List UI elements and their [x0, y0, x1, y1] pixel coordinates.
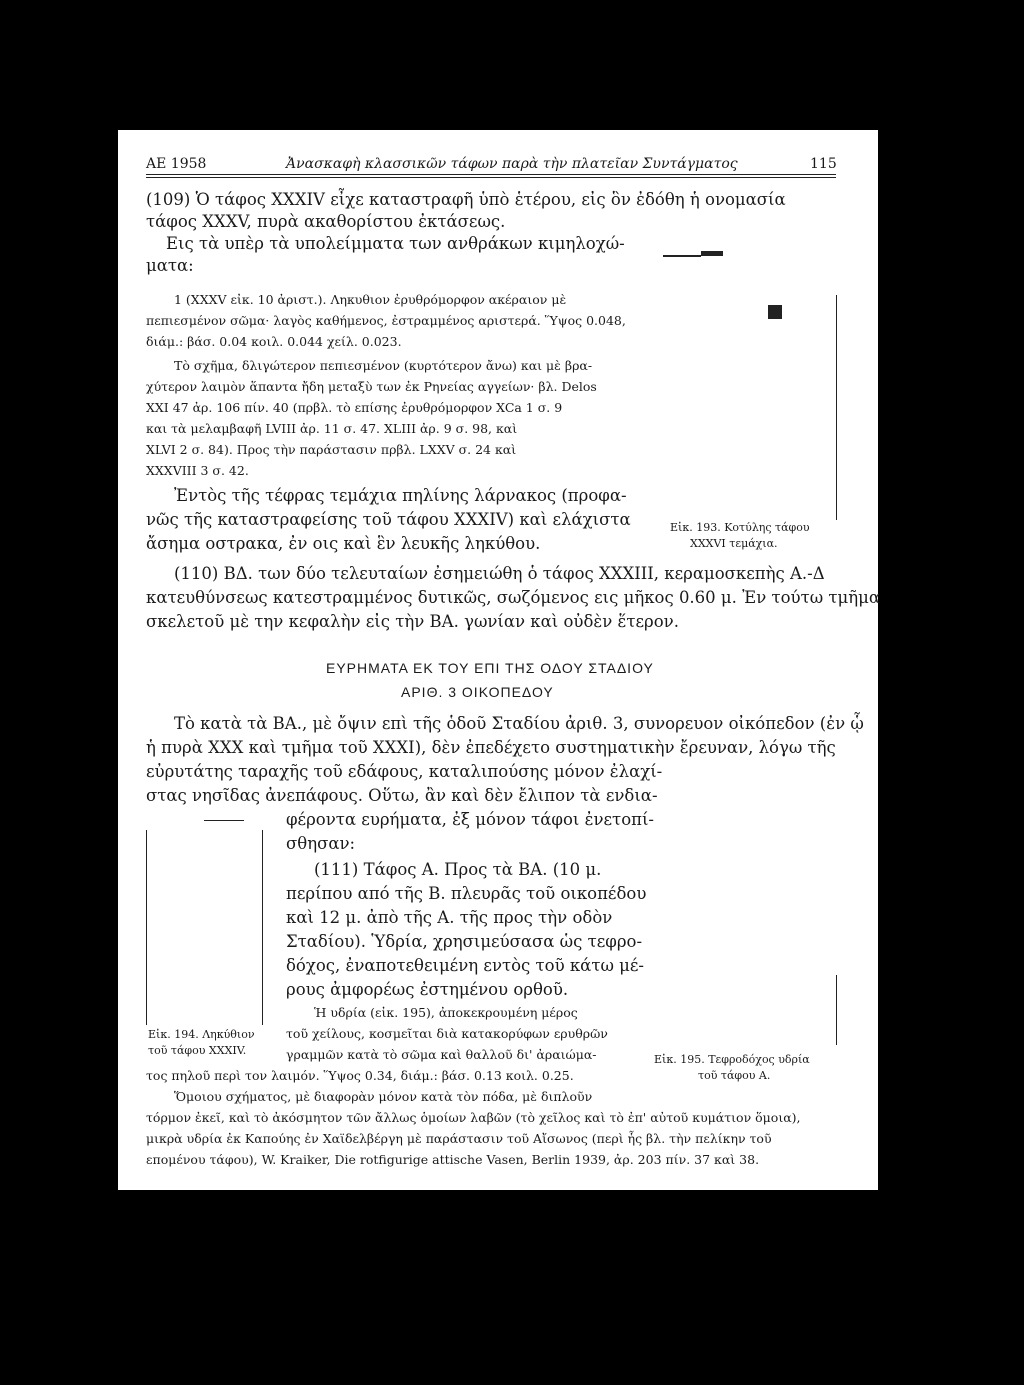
note-line: 1 (XXXV εἰκ. 10 ἀριστ.). Ληκυθιον ἐρυθρόμορφον ακέραιον μὲ [174, 292, 567, 307]
paragraph-line: περίπου από τῆς Β. πλευρᾶς τοῦ οικοπέδου [286, 884, 647, 903]
note-line: τόρμον ἐκεῖ, καὶ τὸ ἀκόσμητον τῶν ἄλλως ὁμοίων λαβῶν (τὸ χεῖλος καὶ τὸ ἐπ' αὐτοῦ κυμάτιον ὅμοια), [146, 1110, 801, 1125]
section-heading-sub: ΑΡΙΘ. 3 ΟΙΚΟΠΕΔΟΥ [401, 684, 554, 700]
header-rule-2 [146, 177, 836, 178]
figure-193-caption: XXXVI τεμάχια. [690, 537, 778, 550]
paragraph-line: (109) Ὁ τάφος XXXIV εἶχε καταστραφῆ ὑπὸ ἑτέρου, εἰς ὃν ἐδόθη ἡ ονομασία [146, 190, 786, 209]
paragraph-line: δόχος, ἐναποτεθειμένη εντὸς τοῦ κάτω μέ- [286, 956, 644, 975]
header-title: Ἀνασκαφὴ κλασσικῶν τάφων παρὰ τὴν πλατεῖαν Συντάγματος [286, 156, 738, 172]
paragraph-line: ματα: [146, 256, 194, 275]
paragraph-line: Τὸ κατὰ τὰ ΒΑ., μὲ ὄψιν επὶ τῆς ὁδοῦ Σταδίου ἀριθ. 3, συνορευον οἰκόπεδον (ἐν ᾧ [174, 714, 864, 733]
paragraph-line: φέροντα ευρήματα, ἐξ μόνον τάφοι ἐνετοπί- [286, 810, 655, 829]
paragraph-line: καὶ 12 μ. ἀπὸ τῆς Α. τῆς προς τὴν οδὸν [286, 908, 613, 927]
section-heading: ΕΥΡΗΜΑΤΑ ΕΚ ΤΟΥ ΕΠΙ ΤΗΣ ΟΔΟΥ ΣΤΑΔΙΟΥ [326, 660, 654, 676]
paragraph-line: Σταδίου). Ὑδρία, χρησιμεύσασα ὡς τεφρο- [286, 932, 643, 951]
note-line: Ὅμοιου σχήματος, μὲ διαφορὰν μόνον κατὰ τὸν πόδα, μὲ διπλοῦν [174, 1089, 593, 1104]
header-journal: ΑΕ 1958 [146, 156, 207, 172]
note-line: XXI 47 ἀρ. 106 πίν. 40 (πρβλ. τὸ επίσης ἐρυθρόμορφον XCa 1 σ. 9 [146, 400, 563, 415]
figure-195-caption: τοῦ τάφου Α. [698, 1069, 771, 1082]
note-line: μικρὰ υδρία ἐκ Καπούης ἐν Χαϊδελβέργη μὲ παράστασιν τοῦ Αἴσωνος (περὶ ἧς βλ. τὴν πελίκην τοῦ [146, 1131, 772, 1146]
figure-193-fragment-b [701, 251, 723, 256]
paragraph-line: Ἐντὸς τῆς τέφρας τεμάχια πηλίνης λάρνακος (προφα- [174, 486, 627, 505]
paragraph-line: τάφος XXXV, πυρὰ ακαθορίστου ἐκτάσεως. [146, 212, 506, 231]
document-page [118, 130, 881, 1190]
paragraph-line: νῶς τῆς καταστραφείσης τοῦ τάφου XXXIV) καὶ ελάχιστα [146, 510, 631, 529]
paragraph-line: ρους ἀμφορέως ἐστημένου ορθοῦ. [286, 980, 569, 999]
note-line: χύτερον λαιμὸν ἅπαντα ἤδη μεταξὺ των ἐκ Ρηνείας αγγείων· βλ. Delos [146, 379, 597, 394]
note-line: τος πηλοῦ περὶ τον λαιμόν. Ὕψος 0.34, διάμ.: βάσ. 0.13 κοιλ. 0.25. [146, 1068, 574, 1083]
paragraph-line: εὐρυτάτης ταραχῆς τοῦ εδάφους, καταλιπούσης μόνον ἐλαχί- [146, 762, 663, 781]
paragraph-line: ἄσημα οστρακα, ἐν οις καὶ ἓν λευκῆς ληκύθου. [146, 534, 541, 553]
header-rule [146, 174, 836, 175]
figure-195-caption: Εἰκ. 195. Τεφροδόχος υδρία [654, 1053, 810, 1066]
note-line: XLVI 2 σ. 84). Προς τὴν παράστασιν πρβλ. LXXV σ. 24 καὶ [146, 442, 517, 457]
figure-194-caption: Εἰκ. 194. Ληκύθιον [148, 1028, 255, 1041]
figure-193-caption: Εἰκ. 193. Κοτύλης τάφου [670, 521, 810, 534]
figure-194-frame-right [262, 830, 263, 1025]
figure-194-frame-left [146, 830, 147, 1025]
paragraph-line: Εις τὰ υπὲρ τὰ υπολείμματα των ανθράκων κιμηλοχώ- [166, 234, 625, 253]
note-line: XXXVIII 3 σ. 42. [146, 463, 249, 478]
note-line: επομένου τάφου), W. Kraiker, Die rotfigurige attische Vasen, Berlin 1939, ἀρ. 203 πίν. 37 καὶ 38. [146, 1152, 760, 1167]
note-line: διάμ.: βάσ. 0.04 κοιλ. 0.044 χείλ. 0.023. [146, 334, 402, 349]
note-line: γραμμῶν κατὰ τὸ σῶμα καὶ θαλλοῦ δι' ἀραιώμα- [286, 1047, 597, 1062]
paragraph-line: (110) ΒΔ. των δύο τελευταίων ἐσημειώθη ὁ τάφος XXXIII, κεραμοσκεπὴς Α.-Δ [174, 564, 825, 583]
figure-195-frame [836, 975, 837, 1045]
paragraph-line: κατευθύνσεως κατεστραμμένος δυτικῶς, σωζόμενος εις μῆκος 0.60 μ. Ἐν τούτω τμῆμα [146, 588, 881, 607]
figure-193-fragment-a [663, 255, 701, 257]
paragraph-line: ἡ πυρὰ XXX καὶ τμῆμα τοῦ XXXI), δὲν ἐπεδέχετο συστηματικὴν ἔρευναν, λόγω τῆς [146, 738, 836, 757]
figure-194-caption: τοῦ τάφου XXXIV. [148, 1044, 247, 1057]
paragraph-line: σθησαν: [286, 834, 356, 853]
header-page-number: 115 [810, 156, 837, 172]
note-line: τοῦ χείλους, κοσμεῖται διὰ κατακορύφων ερυθρῶν [286, 1026, 608, 1041]
figure-193-fragment-c [768, 305, 782, 319]
figure-193-frame [836, 295, 837, 520]
figure-194-frame-top [204, 820, 244, 821]
paragraph-line: στας νησῖδας ἀνεπάφους. Οὕτω, ἂν καὶ δὲν ἔλιπον τὰ ενδια- [146, 786, 658, 805]
paragraph-line: (111) Τάφος Α. Προς τὰ ΒΑ. (10 μ. [314, 860, 602, 879]
note-line: Ἡ υδρία (εἰκ. 195), ἀποκεκρουμένη μέρος [314, 1005, 578, 1020]
note-line: πεπιεσμένον σῶμα· λαγὸς καθήμενος, ἐστραμμένος αριστερά. Ὕψος 0.048, [146, 313, 626, 328]
note-line: Τὸ σχῆμα, δλιγώτερον πεπιεσμένον (κυρτότερον ἄνω) και μὲ βρα- [174, 358, 593, 373]
note-line: και τὰ μελαμβαφῆ LVIII ἀρ. 11 σ. 47. XLIII ἀρ. 9 σ. 98, καὶ [146, 421, 518, 436]
paragraph-line: σκελετοῦ μὲ την κεφαλὴν εἰς τὴν ΒΑ. γωνίαν καὶ οὐδὲν ἕτερον. [146, 612, 679, 631]
